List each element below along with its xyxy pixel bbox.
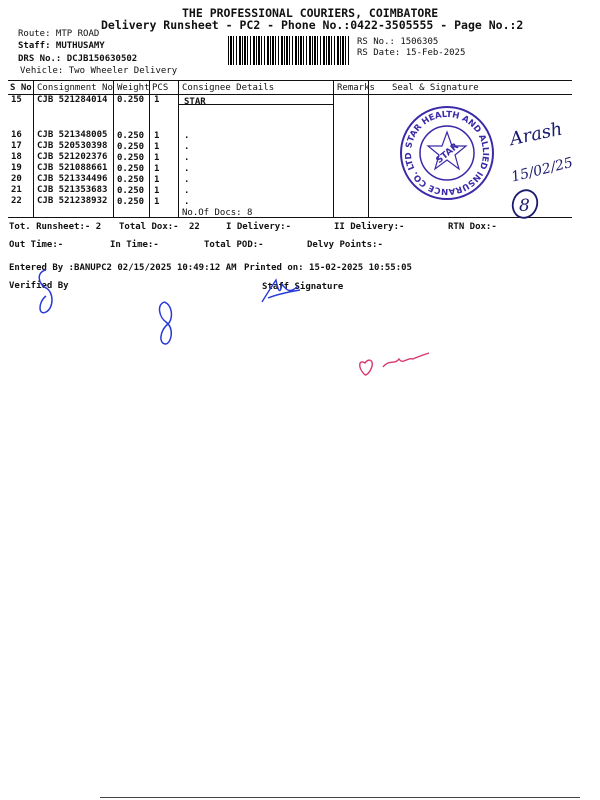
- row-sno: 16: [11, 130, 22, 140]
- rtn-dox: RTN Dox:-: [448, 222, 497, 232]
- row-weight: 0.250: [117, 142, 145, 152]
- page-bottom-edge: [100, 797, 580, 798]
- row-weight: 0.250: [117, 153, 145, 163]
- i-delivery: I Delivery:-: [226, 222, 292, 232]
- row-pcs: 1: [154, 164, 160, 174]
- row-pcs: 1: [154, 197, 160, 207]
- printed-on: Printed on: 15-02-2025 10:55:05: [244, 263, 412, 273]
- tot-runsheet: Tot. Runsheet:- 2: [9, 222, 102, 232]
- verified-by-label: Verified By: [9, 281, 69, 291]
- row-pcs: 1: [154, 175, 160, 185]
- vehicle-label: Vehicle: Two Wheeler Delivery: [20, 66, 178, 76]
- ii-delivery: II Delivery:-: [334, 222, 405, 232]
- col-header-consignment: Consignment No: [37, 83, 113, 93]
- barcode-image: [228, 36, 349, 65]
- row-weight: 0.250: [117, 186, 145, 196]
- staff-signature-label: Staff Signature: [262, 282, 344, 292]
- row-sno: 15: [11, 95, 22, 105]
- delvy-points: Delvy Points:-: [307, 240, 383, 250]
- row-consignment-no: CJB 521353683: [37, 185, 108, 195]
- row-consignee: .: [184, 197, 190, 207]
- col-header-consignee: Consignee Details: [182, 83, 275, 93]
- drs-number: DRS No.: DCJB150630502: [18, 54, 138, 64]
- pink-doodle: [355, 345, 435, 385]
- col-header-sno: S No: [10, 83, 32, 93]
- row-consignee: STAR: [184, 97, 206, 107]
- row-consignment-no: CJB 521202376: [37, 152, 108, 162]
- row-weight: 0.250: [117, 95, 145, 105]
- row-sno: 20: [11, 174, 22, 184]
- circled-number: 8: [519, 196, 530, 216]
- pen-mark-verified: [32, 268, 62, 318]
- row-consignment-no: CJB 521088661: [37, 163, 108, 173]
- total-dox-label: Total Dox:-: [119, 222, 179, 232]
- row-weight: 0.250: [117, 197, 145, 207]
- rs-number: RS No.: 1506305: [357, 37, 439, 47]
- col-header-seal: Seal & Signature: [392, 83, 479, 93]
- rs-date: RS Date: 15-Feb-2025: [357, 48, 466, 58]
- row-sno: 18: [11, 152, 22, 162]
- row-consignment-no: CJB 521284014: [37, 95, 108, 105]
- in-time: In Time:-: [110, 240, 159, 250]
- row-consignment-no: CJB 521334496: [37, 174, 108, 184]
- row-pcs: 1: [154, 153, 160, 163]
- row-weight: 0.250: [117, 131, 145, 141]
- col-header-remarks: Remarks: [337, 83, 375, 93]
- stamp-ring-text: STAR HEALTH AND ALLIED INSURANCE CO. LTD.: [396, 97, 491, 197]
- col-header-pcs: PCS: [152, 83, 169, 93]
- row-consignment-no: CJB 521238932: [37, 196, 108, 206]
- total-pod: Total POD:-: [204, 240, 264, 250]
- row-pcs: 1: [154, 186, 160, 196]
- row-consignee: .: [184, 153, 190, 163]
- row-sno: 21: [11, 185, 22, 195]
- row-consignment-no: CJB 520530398: [37, 141, 108, 151]
- company-seal-stamp: [396, 97, 496, 202]
- row-sno: 22: [11, 196, 22, 206]
- row-consignee: .: [184, 142, 190, 152]
- row-sno: 19: [11, 163, 22, 173]
- staff-label: Staff: MUTHUSAMY: [18, 41, 105, 51]
- signature-name: Arash: [507, 118, 565, 151]
- row-weight: 0.250: [117, 175, 145, 185]
- row-consignee: .: [184, 186, 190, 196]
- out-time: Out Time:-: [9, 240, 64, 250]
- entered-by: Entered By :BANUPC2 02/15/2025 10:49:12 AM: [9, 263, 237, 273]
- row-pcs: 1: [154, 142, 160, 152]
- route-label: Route: MTP ROAD: [18, 29, 100, 39]
- row-pcs: 1: [154, 95, 160, 105]
- stamp-inner-text: STAR: [434, 141, 461, 166]
- staff-signature-scribble: [258, 272, 303, 307]
- row-consignee: .: [184, 131, 190, 141]
- row-consignment-no: CJB 521348005: [37, 130, 108, 140]
- row-pcs: 1: [154, 131, 160, 141]
- col-header-weight: Weight: [117, 83, 150, 93]
- company-name: THE PROFESSIONAL COURIERS, COIMBATORE: [182, 6, 439, 20]
- row-consignee: .: [184, 164, 190, 174]
- no-of-docs: No.Of Docs: 8: [182, 208, 253, 218]
- row-consignee: .: [184, 175, 190, 185]
- handwritten-signature: [505, 112, 580, 227]
- pen-mark-eight: [152, 298, 182, 348]
- runsheet-title: Delivery Runsheet - PC2 - Phone No.:0422-3505555 - Page No.:2: [101, 18, 524, 32]
- row-weight: 0.250: [117, 164, 145, 174]
- signature-date: 15/02/25: [509, 154, 575, 186]
- row-sno: 17: [11, 141, 22, 151]
- total-dox-value: 22: [189, 222, 200, 232]
